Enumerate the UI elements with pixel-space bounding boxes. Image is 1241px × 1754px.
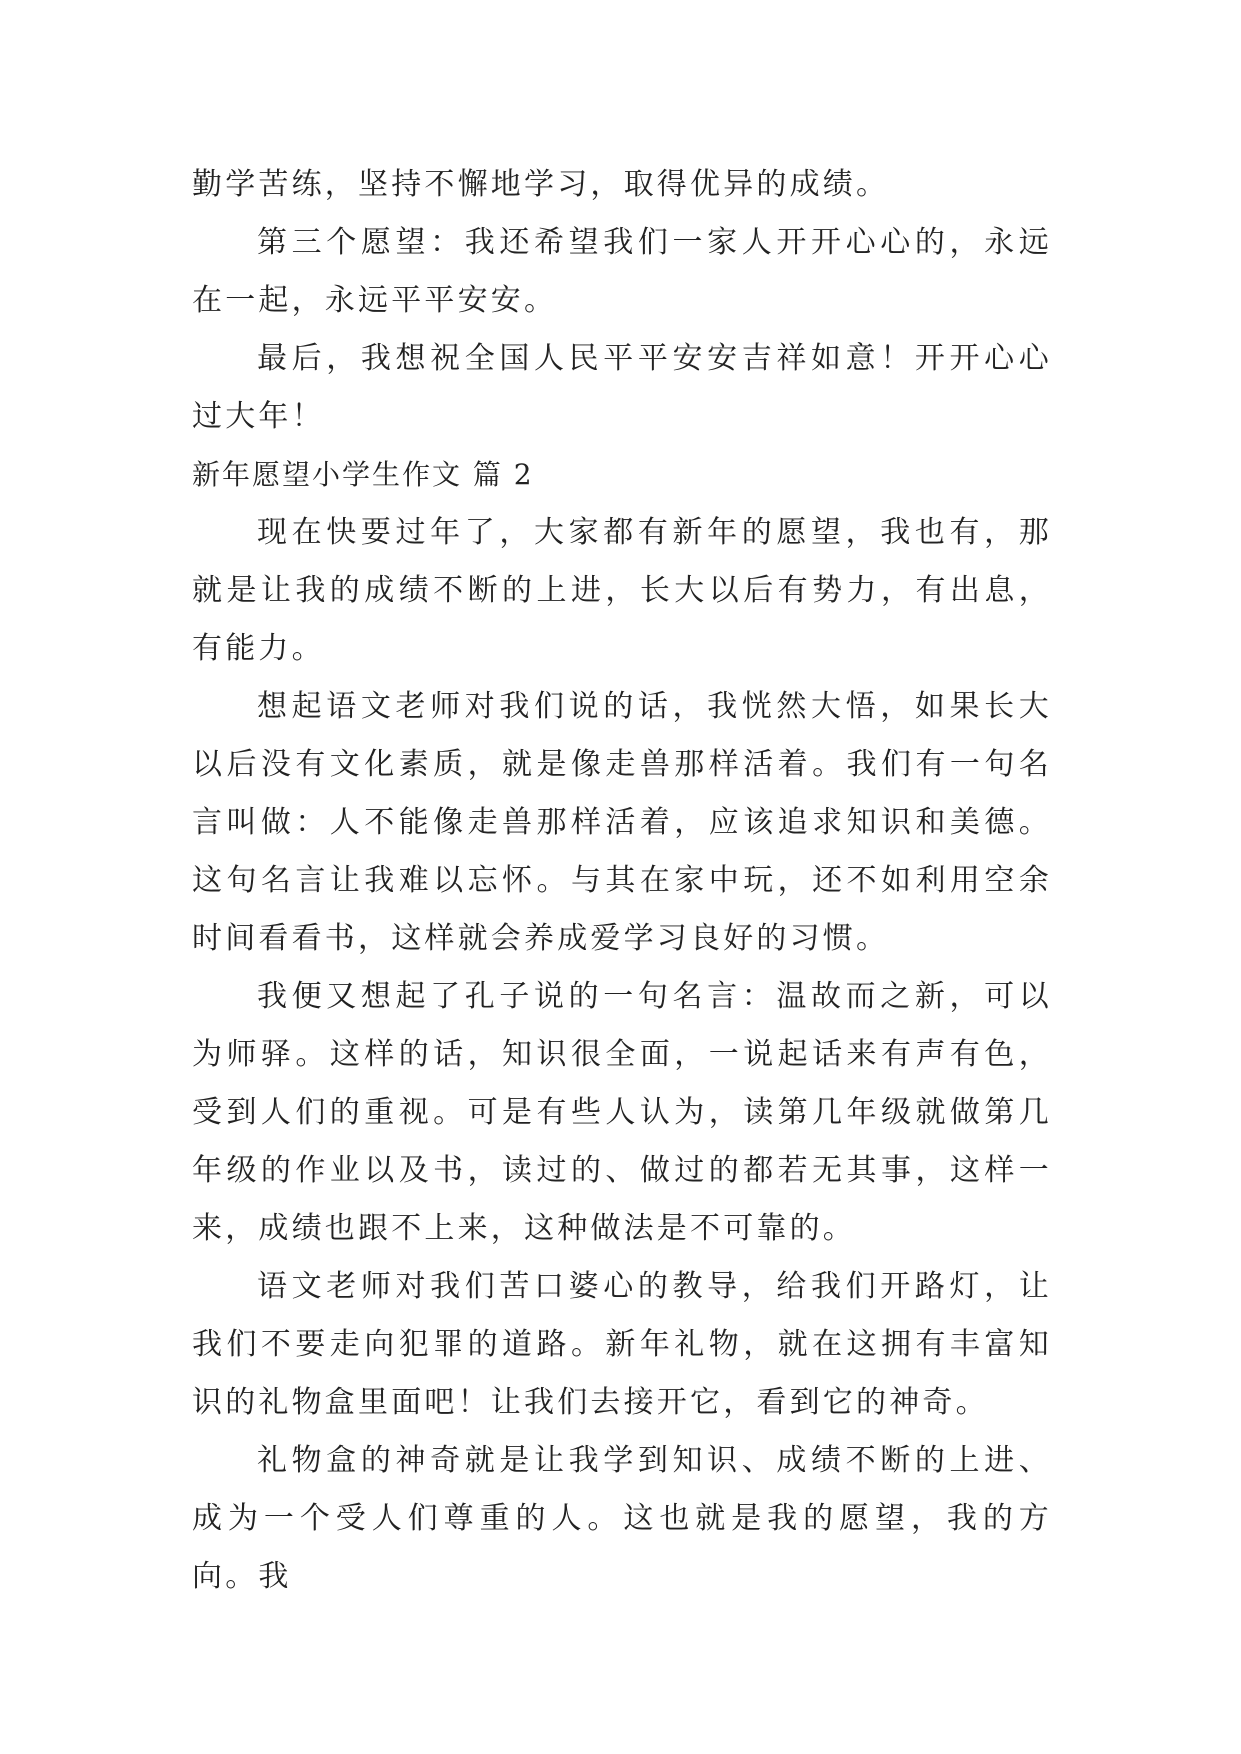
paragraph-closing-wish: 最后，我想祝全国人民平平安安吉祥如意！开开心心过大年！ bbox=[192, 341, 1052, 434]
paragraph: 礼物盒的神奇就是让我学到知识、成绩不断的上进、成为一个受人们尊重的人。这也就是我的愿望，我的方向。我 bbox=[192, 1443, 1052, 1594]
paragraph-continued: 勤学苦练，坚持不懈地学习，取得优异的成绩。 bbox=[192, 167, 890, 202]
paragraph-third-wish: 第三个愿望：我还希望我们一家人开开心心的，永远在一起，永远平平安安。 bbox=[192, 225, 1052, 318]
paragraph: 现在快要过年了，大家都有新年的愿望，我也有，那就是让我的成绩不断的上进，长大以后有势力，有出息，有能力。 bbox=[192, 515, 1052, 666]
paragraph: 语文老师对我们苦口婆心的教导，给我们开路灯，让我们不要走向犯罪的道路。新年礼物，就在这拥有丰富知识的礼物盒里面吧！让我们去接开它，看到它的神奇。 bbox=[192, 1269, 1052, 1420]
document-body bbox=[192, 156, 1052, 1606]
paragraph: 我便又想起了孔子说的一句名言：温故而之新，可以为师驿。这样的话，知识很全面，一说起话来有声有色，受到人们的重视。可是有些人认为，读第几年级就做第几年级的作业以及书，读过的、做过的都若无其事，这样一来，成绩也跟不上来，这种做法是不可靠的。 bbox=[192, 979, 1052, 1246]
paragraph: 想起语文老师对我们说的话，我恍然大悟，如果长大以后没有文化素质，就是像走兽那样活着。我们有一句名言叫做：人不能像走兽那样活着，应该追求知识和美德。这句名言让我难以忘怀。与其在家中玩，还不如利用空余时间看看书，这样就会养成爱学习良好的习惯。 bbox=[192, 689, 1052, 956]
section-heading: 新年愿望小学生作文 篇 2 bbox=[192, 458, 534, 491]
